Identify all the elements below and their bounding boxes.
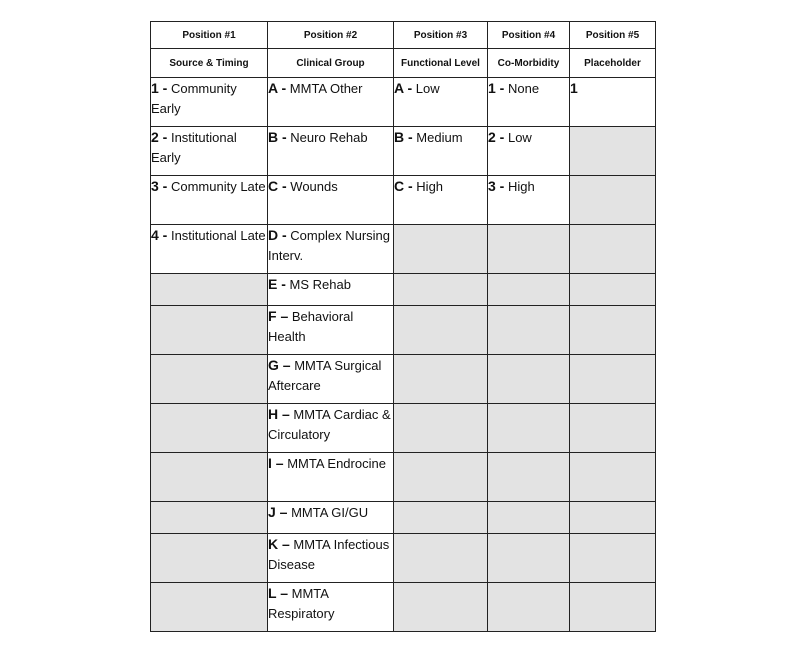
position-3-header: Position #3 — [394, 22, 488, 49]
co-morbidity-code: 1 - — [488, 80, 505, 96]
source-timing-code: 4 - — [151, 227, 168, 243]
position-header-row — [151, 22, 656, 49]
placeholder-header: Placeholder — [570, 49, 656, 78]
functional-level-cell — [394, 306, 488, 355]
source-timing-cell — [151, 453, 268, 502]
source-timing-code: 1 - — [151, 80, 168, 96]
source-timing-label: Community Late — [170, 179, 266, 194]
co-morbidity-cell — [488, 534, 570, 583]
co-morbidity-cell — [488, 127, 570, 176]
source-timing-code: 3 - — [151, 178, 168, 194]
source-timing-cell — [151, 583, 268, 632]
clinical-group-label: MMTA Respiratory — [268, 586, 335, 621]
clinical-group-cell — [268, 453, 394, 502]
clinical-group-code: H – — [268, 406, 290, 422]
co-morbidity-code: 2 - — [488, 129, 505, 145]
functional-level-cell — [394, 355, 488, 404]
source-timing-cell — [151, 306, 268, 355]
co-morbidity-cell — [488, 355, 570, 404]
source-timing-cell — [151, 355, 268, 404]
clinical-group-label: MMTA Surgical Aftercare — [268, 358, 382, 393]
clinical-group-cell — [268, 306, 394, 355]
source-timing-cell — [151, 534, 268, 583]
clinical-group-code: D - — [268, 227, 287, 243]
clinical-group-cell — [268, 583, 394, 632]
functional-level-code: B - — [394, 129, 413, 145]
position-4-header: Position #4 — [488, 22, 570, 49]
clinical-group-cell — [268, 534, 394, 583]
co-morbidity-cell — [488, 78, 570, 127]
clinical-group-code: I – — [268, 455, 284, 471]
clinical-group-label: Behavioral Health — [268, 309, 354, 344]
co-morbidity-label: Low — [507, 130, 532, 145]
table-row — [151, 453, 656, 502]
clinical-group-code: G – — [268, 357, 291, 373]
clinical-group-header: Clinical Group — [268, 49, 394, 78]
clinical-group-label: MMTA Endrocine — [287, 456, 386, 471]
source-timing-cell — [151, 176, 268, 225]
clinical-group-code: J – — [268, 504, 288, 520]
clinical-group-cell — [268, 176, 394, 225]
clinical-group-code: F – — [268, 308, 289, 324]
table-row — [151, 583, 656, 632]
clinical-group-cell — [268, 78, 394, 127]
placeholder-cell — [570, 274, 656, 306]
functional-level-cell — [394, 404, 488, 453]
clinical-group-cell — [268, 127, 394, 176]
placeholder-cell — [570, 127, 656, 176]
source-timing-code: 2 - — [151, 129, 168, 145]
source-timing-label: Institutional Late — [170, 228, 266, 243]
placeholder-cell — [570, 306, 656, 355]
co-morbidity-cell — [488, 176, 570, 225]
source-timing-cell — [151, 225, 268, 274]
functional-level-code: C - — [394, 178, 413, 194]
co-morbidity-cell — [488, 306, 570, 355]
co-morbidity-cell — [488, 225, 570, 274]
placeholder-code: 1 — [570, 80, 578, 96]
table-row — [151, 274, 656, 306]
table-row — [151, 176, 656, 225]
source-timing-label: Community Early — [151, 81, 237, 116]
co-morbidity-cell — [488, 453, 570, 502]
clinical-group-label: MS Rehab — [289, 277, 351, 292]
co-morbidity-code: 3 - — [488, 178, 505, 194]
functional-level-cell — [394, 534, 488, 583]
clinical-group-code: K – — [268, 536, 290, 552]
functional-level-header: Functional Level — [394, 49, 488, 78]
functional-level-cell — [394, 274, 488, 306]
clinical-group-label: Wounds — [290, 179, 338, 194]
clinical-group-code: L – — [268, 585, 288, 601]
clinical-group-code: E - — [268, 276, 286, 292]
functional-level-cell — [394, 583, 488, 632]
co-morbidity-label: None — [507, 81, 540, 96]
clinical-group-label: MMTA Cardiac & Circulatory — [268, 407, 391, 442]
placeholder-cell — [570, 502, 656, 534]
clinical-group-cell — [268, 404, 394, 453]
placeholder-cell — [570, 453, 656, 502]
table-row — [151, 534, 656, 583]
placeholder-cell — [570, 225, 656, 274]
clinical-group-cell — [268, 355, 394, 404]
clinical-group-code: C - — [268, 178, 287, 194]
functional-level-cell — [394, 225, 488, 274]
clinical-group-label: MMTA Infectious Disease — [268, 537, 390, 572]
functional-level-cell — [394, 502, 488, 534]
placeholder-cell — [570, 78, 656, 127]
functional-level-cell — [394, 78, 488, 127]
table-row — [151, 225, 656, 274]
clinical-group-cell — [268, 274, 394, 306]
co-morbidity-label: High — [507, 179, 535, 194]
placeholder-cell — [570, 176, 656, 225]
source-timing-cell — [151, 502, 268, 534]
table-row — [151, 404, 656, 453]
position-2-header: Position #2 — [268, 22, 394, 49]
subtitle-header-row — [151, 49, 656, 78]
functional-level-cell — [394, 127, 488, 176]
code-table — [150, 21, 656, 632]
functional-level-label: High — [416, 179, 444, 194]
table-row — [151, 306, 656, 355]
clinical-group-cell — [268, 225, 394, 274]
clinical-group-label: Neuro Rehab — [290, 130, 368, 145]
source-timing-cell — [151, 274, 268, 306]
source-timing-cell — [151, 78, 268, 127]
source-timing-label: Institutional Early — [151, 130, 237, 165]
position-5-header: Position #5 — [570, 22, 656, 49]
functional-level-label: Medium — [416, 130, 463, 145]
table-row — [151, 502, 656, 534]
source-timing-cell — [151, 127, 268, 176]
functional-level-code: A - — [394, 80, 413, 96]
placeholder-cell — [570, 534, 656, 583]
co-morbidity-cell — [488, 502, 570, 534]
clinical-group-code: B - — [268, 129, 287, 145]
functional-level-cell — [394, 176, 488, 225]
co-morbidity-cell — [488, 274, 570, 306]
functional-level-label: Low — [415, 81, 440, 96]
table-body — [151, 78, 656, 632]
clinical-group-label: MMTA Other — [289, 81, 363, 96]
clinical-group-code: A - — [268, 80, 287, 96]
co-morbidity-header: Co-Morbidity — [488, 49, 570, 78]
source-timing-header: Source & Timing — [151, 49, 268, 78]
functional-level-cell — [394, 453, 488, 502]
source-timing-cell — [151, 404, 268, 453]
clinical-group-cell — [268, 502, 394, 534]
table-row — [151, 78, 656, 127]
placeholder-cell — [570, 404, 656, 453]
co-morbidity-cell — [488, 583, 570, 632]
placeholder-cell — [570, 583, 656, 632]
position-1-header: Position #1 — [151, 22, 268, 49]
placeholder-cell — [570, 355, 656, 404]
table-row — [151, 127, 656, 176]
clinical-group-label: MMTA GI/GU — [291, 505, 369, 520]
co-morbidity-cell — [488, 404, 570, 453]
table-row — [151, 355, 656, 404]
clinical-group-label: Complex Nursing Interv. — [268, 228, 390, 263]
